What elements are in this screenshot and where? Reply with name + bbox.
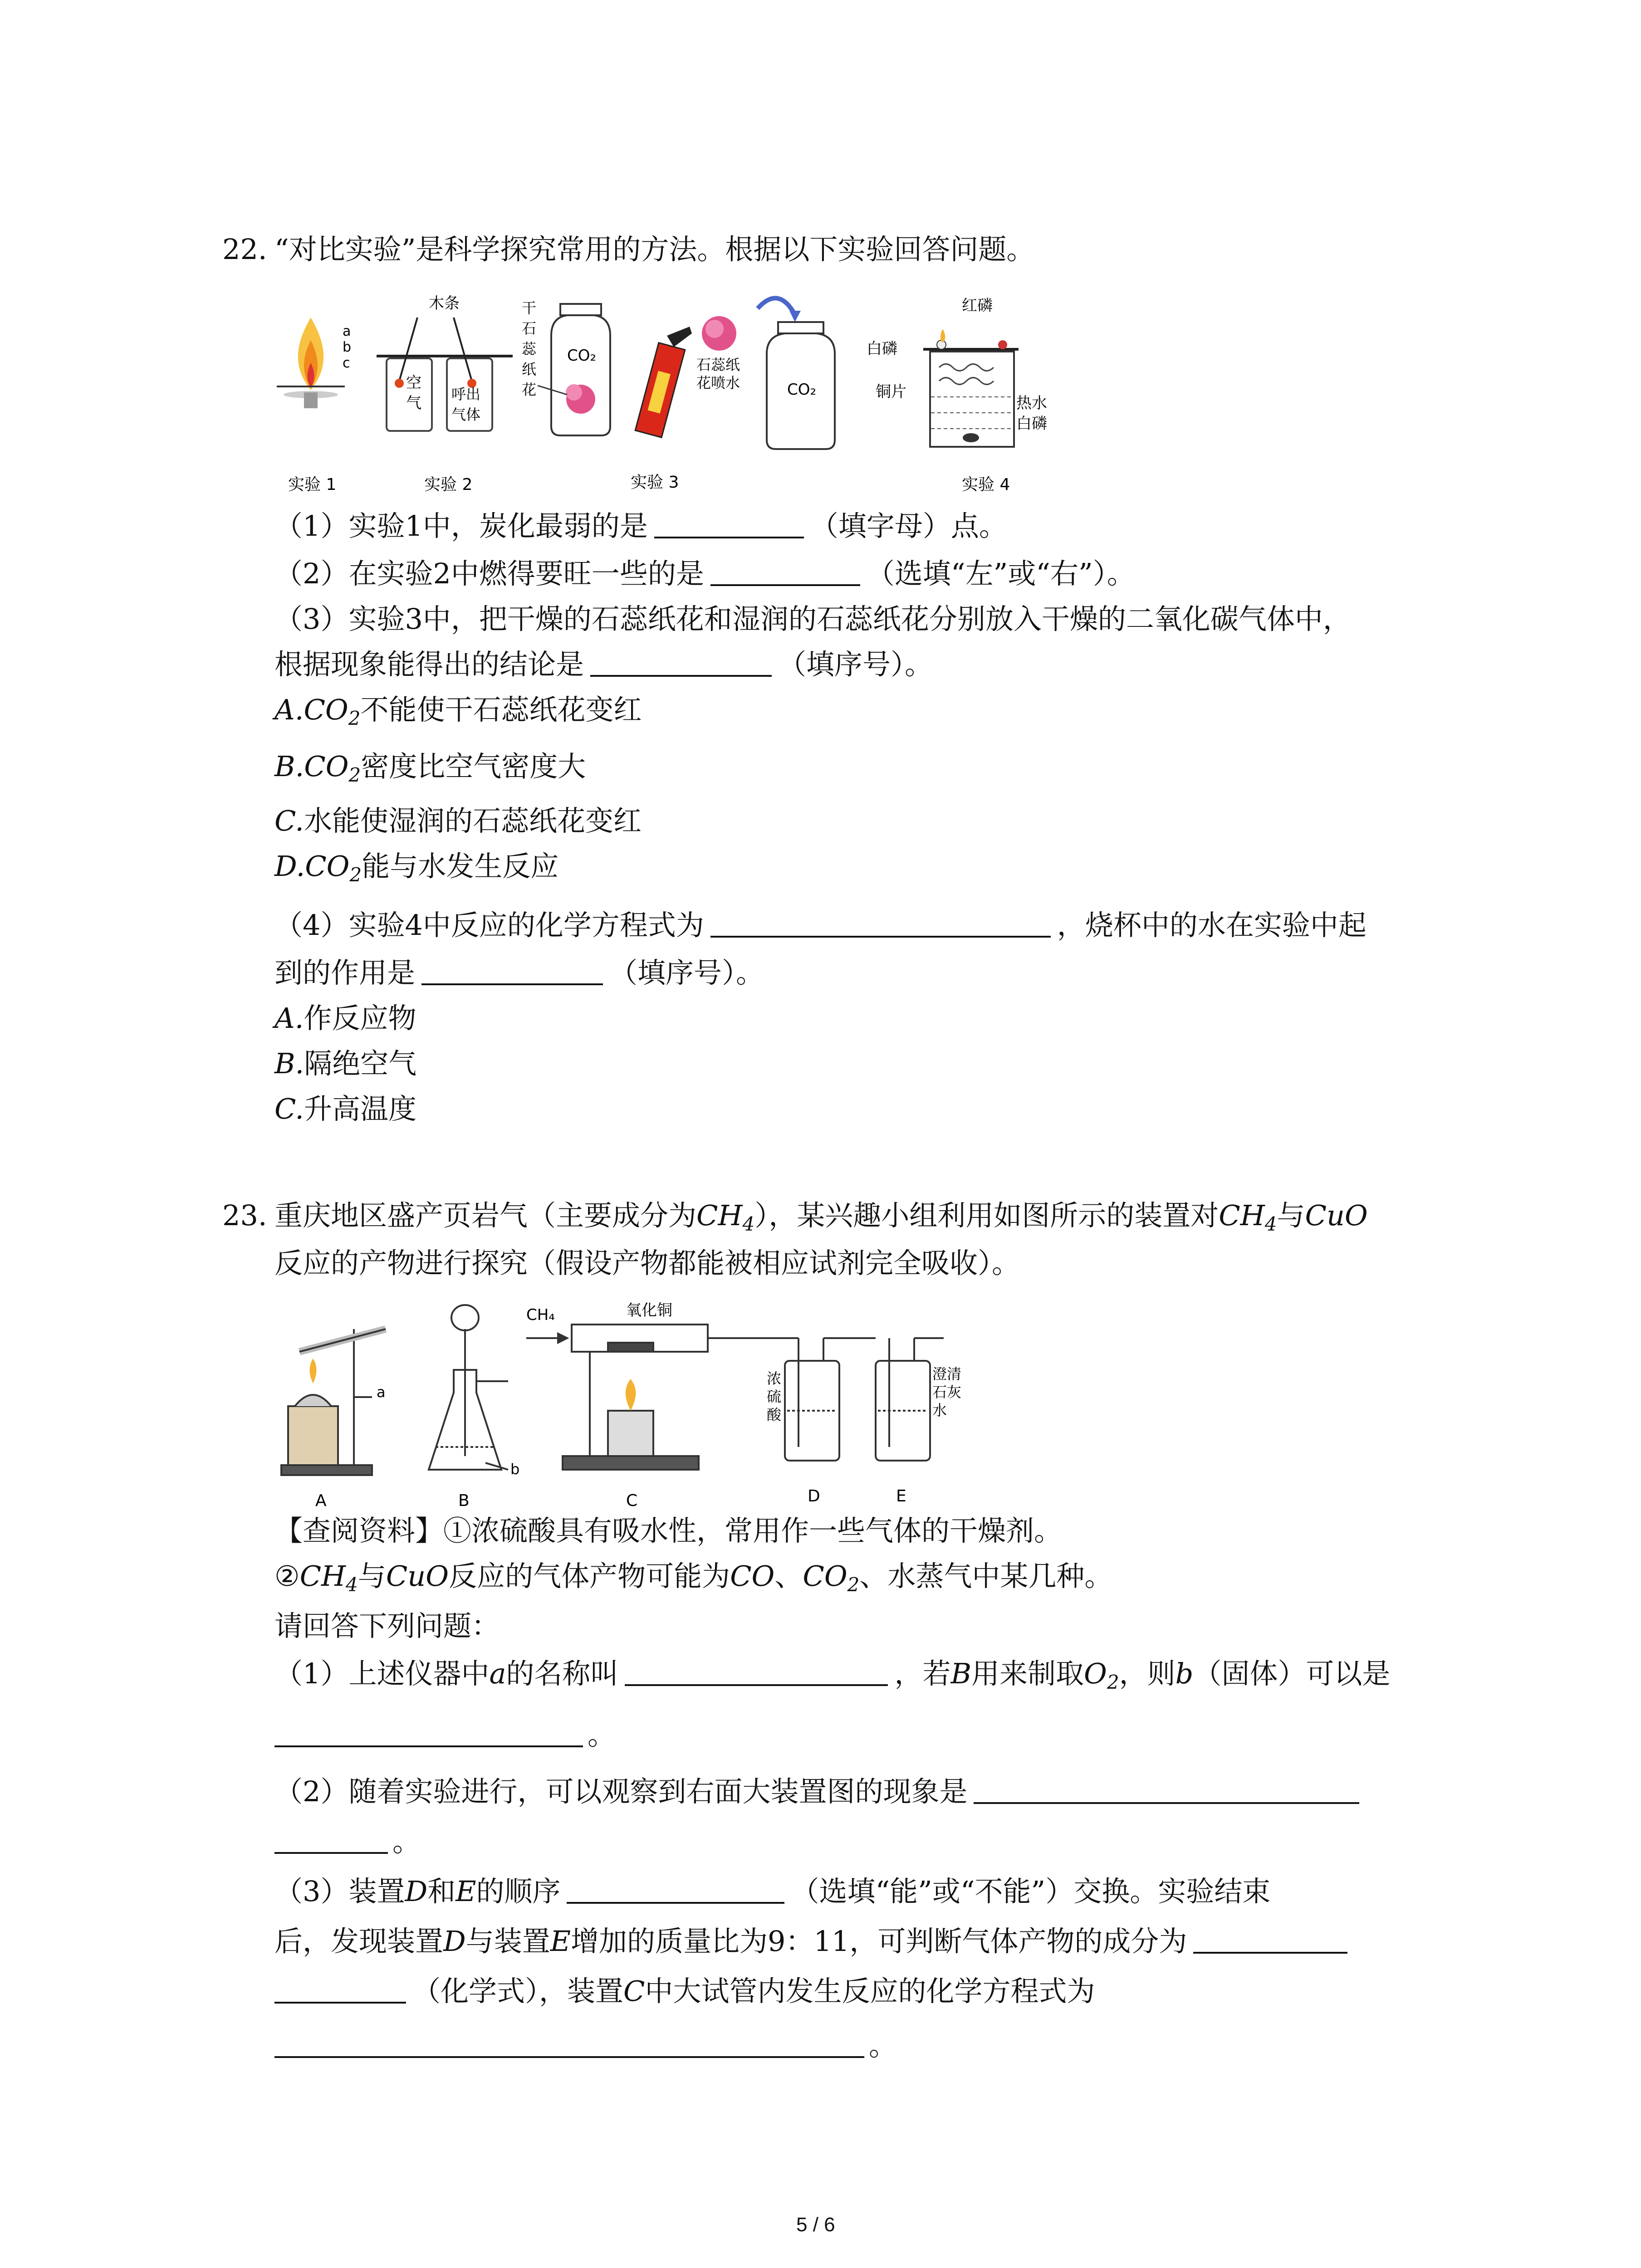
caption-D: D [808,1487,820,1505]
answer-blank-2[interactable] [710,558,860,586]
label-air-1: 空 [406,374,421,392]
caption-E: E [896,1487,906,1505]
answer-blank-4[interactable] [710,909,1051,938]
label-acid-2: 硫 [767,1388,782,1405]
q23-ask: 请回答下列问题： [274,1609,500,1642]
label-b-solid: b [510,1461,520,1478]
q23-part1-line1: （1）上述仪器中a的名称叫 ，若B用来制取$O_2$，则b（固体）可以是 [274,1657,1391,1693]
q22-option-d: $D.CO_2$能与水发生反应 [274,850,559,886]
q23-number: 23. [222,1199,267,1232]
answer-blank-10b[interactable] [274,1975,406,2004]
label-lime-1: 澄清 [932,1365,962,1383]
label-acid-3: 酸 [767,1406,782,1423]
q22-part2: （2）在实验2中燃得要旺一些的是 （选填“左”或“右”）。 [274,557,1135,590]
label-breath-2: 气体 [451,406,481,423]
q22-option-c: C.水能使湿润的石蕊纸花变红 [274,804,642,837]
label-lime-2: 石灰 [932,1383,962,1401]
answer-blank-8[interactable] [974,1776,1359,1804]
q22-experiment-figure [268,290,1084,503]
q23-part2-line1: （2）随着实验进行，可以观察到右面大装置图的现象是 [274,1774,1359,1810]
q22-option4-b: B.隔绝空气 [274,1047,417,1080]
exp4-diagram [867,297,1047,494]
exp1-flame-diagram [277,318,351,408]
page-number: 5 / 6 [796,2214,835,2236]
answer-blank-3[interactable] [590,649,772,677]
caption-exp2: 实验 2 [424,475,473,494]
answer-blank-6[interactable] [625,1658,888,1686]
caption-exp3: 实验 3 [631,473,679,492]
q22-part1: （1）实验1中，炭化最弱的是 （填字母）点。 [274,509,1007,543]
label-a: a [343,323,351,339]
q23-stem-line2: 反应的产物进行探究（假设产物都能被相应试剂完全吸收）。 [274,1246,1020,1280]
q22-option4-a: A.作反应物 [274,1002,416,1035]
label-hot-water: 热水 [1016,394,1047,412]
label-spray-2: 花喷水 [696,374,740,391]
label-dry-3: 蕊 [522,340,537,357]
q23-part3-line1: （3）装置D和E的顺序 （选填“能”或“不能”）交换。实验结束 [274,1875,1271,1908]
q23-stem-line1: 重庆地区盛产页岩气（主要成分为$CH_4$），某兴趣小组利用如图所示的装置对$CH_4$与CuO [274,1199,1368,1235]
label-white-p-bottom: 白磷 [1016,415,1047,433]
label-white-p-top: 白磷 [867,340,897,358]
label-dry-2: 石 [522,320,537,337]
label-wood: 木条 [429,294,460,313]
q22-part3-line2: 根据现象能得出的结论是 （填序号）。 [274,648,933,681]
q23-info-2: $②CH_4$与CuO反应的气体产物可能为CO、$CO_2$、水蒸气中某几种。 [274,1559,1113,1596]
label-c: c [343,355,350,371]
q23-apparatus-figure [272,1302,998,1515]
q23-part3-line3: （化学式），装置C中大试管内发生反应的化学方程式为 [274,1973,1095,2009]
label-acid-1: 浓 [767,1370,782,1387]
caption-B: B [458,1491,470,1510]
label-ch4: CH₄ [526,1306,555,1324]
q23-info-1: 【查阅资料】①浓硫酸具有吸水性，常用作一些气体的干燥剂。 [274,1514,1063,1547]
q22-option-b: $B.CO_2$密度比空气密度大 [274,750,586,786]
label-b: b [343,339,352,355]
q23-part3-line4: 。 [274,2028,897,2064]
label-spray-1: 石蕊纸 [696,356,740,373]
label-dry-4: 纸 [522,361,537,378]
answer-blank-5[interactable] [421,957,603,985]
answer-blank-10[interactable] [1193,1926,1347,1954]
caption-A: A [315,1491,327,1510]
label-cuo: 氧化铜 [626,1302,672,1320]
label-a-stand: a [377,1383,386,1401]
label-co2-jar2: CO₂ [787,381,817,399]
q22-part4-line1: （4）实验4中反应的化学方程式为 ，烧杯中的水在实验中起 [274,909,1367,942]
label-air-2: 气 [406,394,421,412]
label-red-p: 红磷 [962,297,993,315]
q22-part3-line1: （3）实验3中，把干燥的石蕊纸花和湿润的石蕊纸花分别放入干燥的二氧化碳气体中， [274,602,1351,635]
answer-blank-11[interactable] [274,2030,864,2058]
q23-part1-line2: 。 [274,1717,616,1753]
caption-exp4: 实验 4 [962,475,1010,494]
q22-stem: “对比实验”是科学探究常用的方法。根据以下实验回答问题。 [274,233,1035,266]
caption-C: C [626,1491,638,1510]
exp3-diagram [522,298,835,492]
apparatus-B [429,1305,508,1470]
answer-blank-9[interactable] [567,1876,784,1904]
q23-part2-line2: 。 [274,1823,421,1860]
label-co2-exp3: CO₂ [567,347,597,365]
label-dry-5: 花 [522,381,537,398]
q22-part4-line2: 到的作用是 （填序号）。 [274,956,764,989]
q22-option-a: $A.CO_2$不能使干石蕊纸花变红 [274,693,642,729]
apparatus-D [771,1338,876,1461]
apparatus-A [281,1329,386,1475]
answer-blank-7[interactable] [274,1719,583,1747]
label-dry-1: 干 [522,299,537,317]
q22-option4-c: C.升高温度 [274,1092,416,1125]
label-lime-3: 水 [932,1402,947,1419]
label-breath-1: 呼出 [451,386,481,403]
q22-number: 22. [222,233,267,266]
label-copper: 铜片 [876,383,906,401]
answer-blank-8b[interactable] [274,1826,388,1854]
q23-part3-line2: 后，发现装置D与装置E增加的质量比为9：11，可判断气体产物的成分为 [274,1923,1347,1960]
apparatus-C [526,1325,771,1470]
answer-blank-1[interactable] [654,510,804,538]
caption-exp1: 实验 1 [288,475,337,494]
